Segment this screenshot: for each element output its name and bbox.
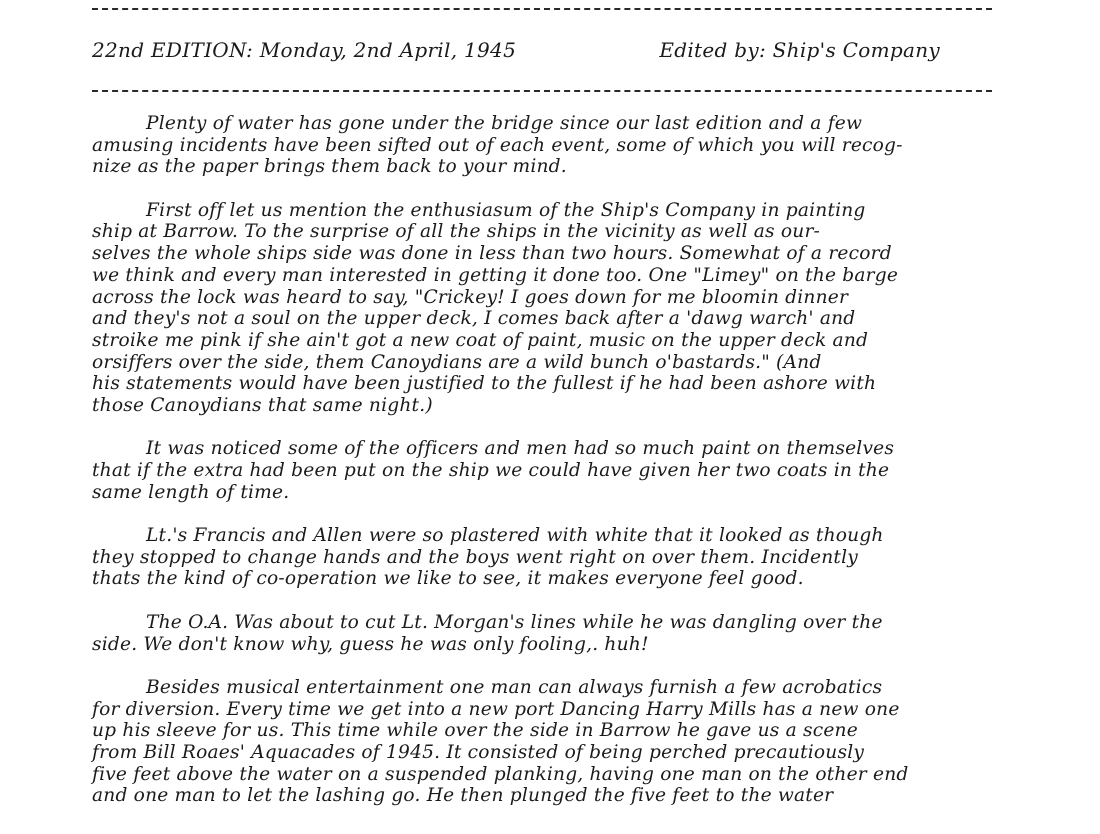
text-line: from Bill Roaes' Aquacades of 1945. It consisted of being perched precautiously <box>92 741 865 763</box>
text-line: First off let us mention the enthusiasum of the Ship's Company in painting <box>146 199 866 221</box>
top-dashed-rule <box>92 8 992 10</box>
text-line: we think and every man interested in getting it done too. One "Limey" on the barge <box>92 264 899 286</box>
paragraph-5 <box>92 612 997 655</box>
text-line: orsiffers over the side, them Canoydians are a wild bunch o'bastards." (And <box>92 351 822 373</box>
text-line: Plenty of water has gone under the bridge since our last edition and a few <box>146 113 863 134</box>
text-line: ship at Barrow. To the surprise of all the ships in the vicinity as well as our- <box>92 221 821 243</box>
text-line: Lt.'s Francis and Allen were so plastered with white that it looked as though <box>146 525 884 547</box>
paragraph-4 <box>92 525 997 590</box>
text-line: side. We don't know why, guess he was only fooling,. huh! <box>92 633 649 655</box>
paragraph-1 <box>92 113 997 178</box>
text-line: up his sleeve for us. This time while over the side in Barrow he gave us a scene <box>92 720 858 742</box>
paragraph-2 <box>92 200 997 417</box>
text-line: nize as the paper brings them back to your mind. <box>92 156 567 178</box>
text-line: Besides musical entertainment one man can always furnish a few acrobatics <box>146 676 883 698</box>
edition-line: 22nd EDITION: Monday, 2nd April, 1945 <box>92 38 517 62</box>
text-line: and one man to let the lashing go. He then plunged the five feet to the water <box>92 785 834 807</box>
text-line: that if the extra had been put on the ship we could have given her two coats in the <box>92 460 890 481</box>
text-line: thats the kind of co-operation we like to see, it makes everyone feel good. <box>92 568 804 590</box>
text-line: five feet above the water on a suspended planking, having one man on the other end <box>92 763 909 785</box>
text-line: across the lock was heard to say, "Crickey! I goes down for me bloomin dinner <box>92 286 849 308</box>
article-body <box>92 113 997 829</box>
edited-by-line: Edited by: Ship's Company <box>659 38 940 62</box>
paragraph-3 <box>92 438 997 503</box>
text-line: they stopped to change hands and the boys went right on over them. Incidently <box>92 546 858 568</box>
text-line: selves the whole ships side was done in less than two hours. Somewhat of a record <box>92 243 892 265</box>
text-line: his statements would have been justified to the fullest if he had been ashore with <box>92 373 877 395</box>
text-line: amusing incidents have been sifted out of each event, some of which you will recog- <box>92 134 903 156</box>
text-line: stroike me pink if she ain't got a new coat of paint, music on the upper deck and <box>92 329 869 351</box>
text-line: same length of time. <box>92 481 290 503</box>
text-line: and they's not a soul on the upper deck, I comes back after a 'dawg warch' and <box>92 308 856 330</box>
text-line: It was noticed some of the officers and men had so much paint on themselves <box>146 438 895 460</box>
paragraph-6 <box>92 677 997 807</box>
masthead <box>92 38 992 72</box>
bottom-dashed-rule <box>92 90 992 92</box>
text-line: The O.A. Was about to cut Lt. Morgan's lines while he was dangling over the <box>146 611 883 633</box>
text-line: for diversion. Every time we get into a new port Dancing Harry Mills has a new one <box>92 698 900 720</box>
text-line: those Canoydians that same night.) <box>92 394 433 416</box>
